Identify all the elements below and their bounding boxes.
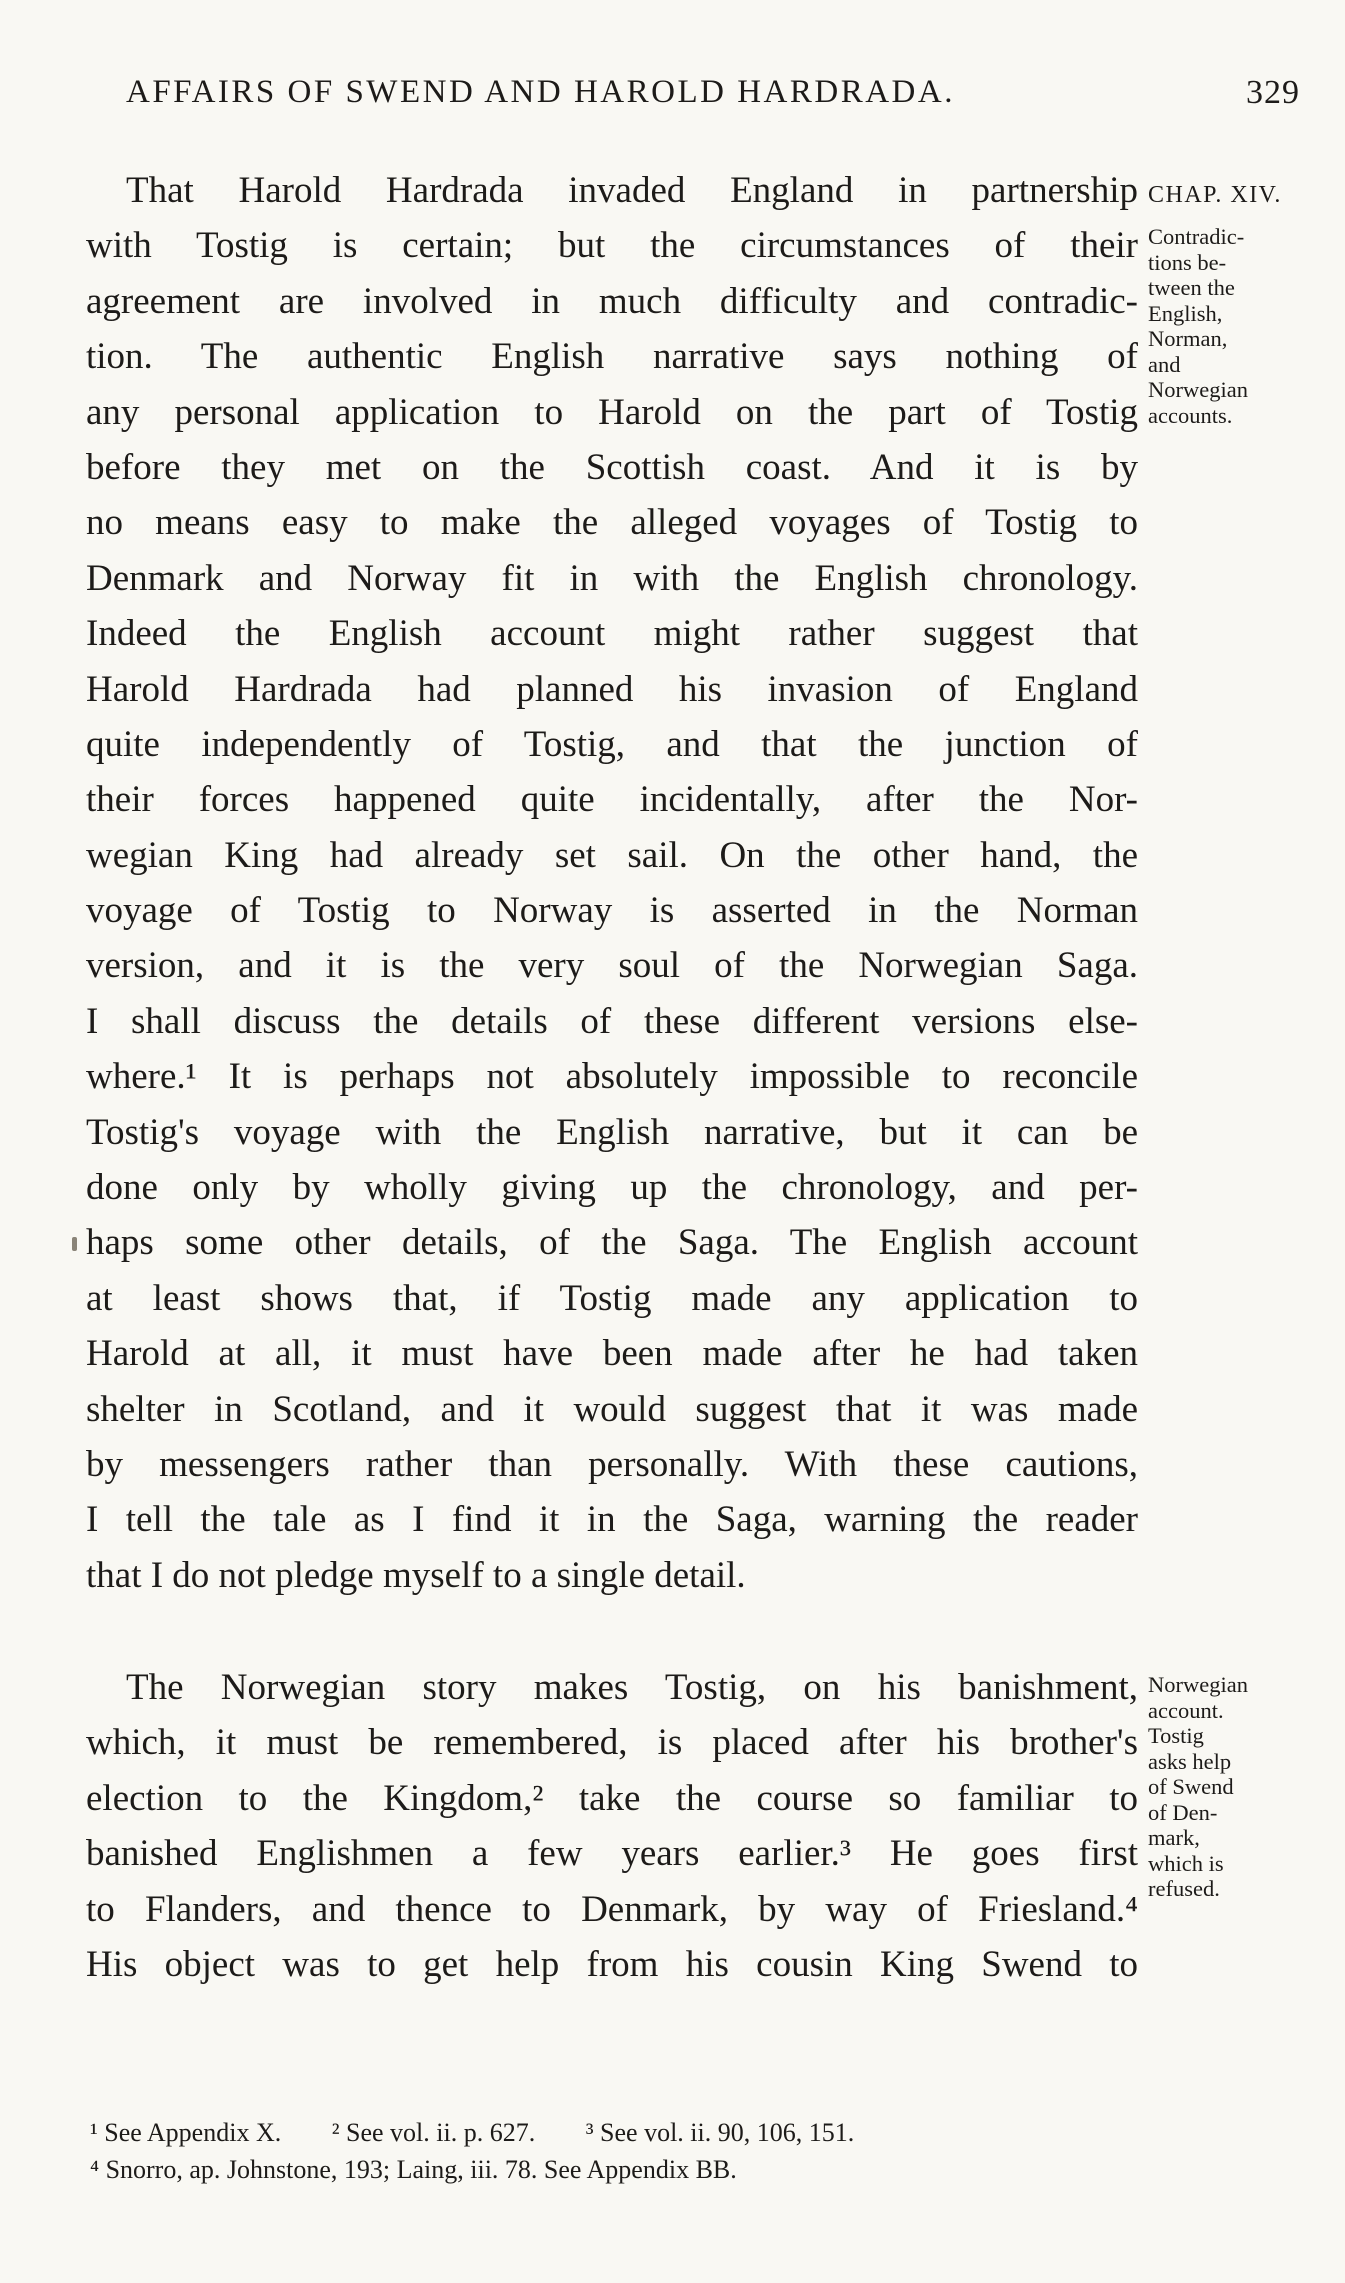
text-line: Tostig's voyage with the English narrative, but it can be [86, 1111, 1138, 1153]
margin-notes-1 [1148, 166, 1338, 428]
margin-note-line: refused. [1148, 1876, 1220, 1901]
text-line: which, it must be remembered, is placed after his brother's [86, 1722, 1138, 1764]
footnotes [90, 2114, 1140, 2188]
text-line: to Flanders, and thence to Denmark, by way of Friesland.⁴ [86, 1888, 1138, 1930]
margin-note-line: Norwegian [1148, 377, 1248, 402]
text-line: I tell the tale as I find it in the Saga, warning the reader [86, 1499, 1138, 1541]
text-line: version, and it is the very soul of the Norwegian Saga. [86, 945, 1138, 987]
margin-note-line: accounts. [1148, 402, 1233, 428]
text-line: tion. The authentic English narrative says nothing of [86, 336, 1138, 378]
page-header [126, 74, 1300, 124]
text-line: voyage of Tostig to Norway is asserted in the Norman [86, 890, 1138, 932]
paragraph-1 [86, 163, 1138, 1603]
text-line: I shall discuss the details of these different versions else- [86, 1000, 1138, 1042]
margin-note-line: asks help [1148, 1748, 1232, 1774]
margin-note-line: of Den- [1148, 1799, 1218, 1825]
footnote-3: ³ See vol. ii. 90, 106, 151. [585, 2118, 855, 2147]
margin-note-line: Norwegian [1148, 1672, 1248, 1697]
margin-note-line: and [1148, 351, 1181, 377]
text-line: haps some other details, of the Saga. The English account [86, 1222, 1138, 1264]
text-line: no means easy to make the alleged voyages of Tostig to [86, 502, 1138, 544]
text-line: Harold at all, it must have been made after he had taken [86, 1333, 1138, 1375]
text-line: Harold Hardrada had planned his invasion of England [86, 668, 1138, 710]
text-line: That Harold Hardrada invaded England in partnership [126, 170, 1138, 211]
text-line: Denmark and Norway fit in with the English chronology. [86, 557, 1138, 599]
print-speck [72, 1237, 77, 1251]
text-line: banished Englishmen a few years earlier.³ He goes first [86, 1833, 1138, 1875]
text-line: where.¹ It is perhaps not absolutely impossible to reconcile [86, 1056, 1138, 1098]
text-line: wegian King had already set sail. On the other hand, the [86, 834, 1138, 876]
footnote-row [90, 2114, 1140, 2151]
text-line: that I do not pledge myself to a single detail. [86, 1554, 746, 1596]
text-line: shelter in Scotland, and it would suggest that it was made [86, 1388, 1138, 1430]
text-line: with Tostig is certain; but the circumstances of their [86, 225, 1138, 267]
chapter-label: CHAP. XIV. [1148, 182, 1282, 208]
margin-note-line: mark, [1148, 1825, 1200, 1850]
text-line: any personal application to Harold on the part of Tostig [86, 391, 1138, 433]
text-line: The Norwegian story makes Tostig, on his banishment, [126, 1667, 1138, 1708]
text-line: His object was to get help from his cousin King Swend to [86, 1943, 1138, 1985]
page-number: 329 [1246, 74, 1300, 111]
margin-note-line: English, [1148, 300, 1223, 326]
text-line: before they met on the Scottish coast. And it is by [86, 446, 1138, 488]
text-line: their forces happened quite incidentally, after the Nor- [86, 779, 1138, 821]
running-head: AFFAIRS OF SWEND AND HAROLD HARDRADA. [126, 74, 955, 110]
text-line: quite independently of Tostig, and that the junction of [86, 723, 1138, 765]
text-line: election to the Kingdom,² take the course so familiar to [86, 1777, 1138, 1819]
margin-note-line: which is [1148, 1850, 1224, 1876]
margin-note-line: tween the [1148, 275, 1235, 300]
text-line: by messengers rather than personally. With these cautions, [86, 1443, 1138, 1485]
text-line: at least shows that, if Tostig made any application to [86, 1277, 1138, 1319]
footnote-row [90, 2151, 1140, 2188]
margin-notes-2 [1148, 1672, 1338, 1902]
margin-note-line: Norman, [1148, 326, 1228, 351]
text-line: agreement are involved in much difficulty and contradic- [86, 280, 1138, 322]
footnote-1: ¹ See Appendix X. [90, 2118, 282, 2147]
footnote-2: ² See vol. ii. p. 627. [331, 2118, 536, 2147]
margin-note-line: tions be- [1148, 249, 1227, 275]
text-line: done only by wholly giving up the chronology, and per- [86, 1167, 1138, 1209]
margin-note-line: of Swend [1148, 1774, 1234, 1799]
margin-note-line: account. [1148, 1697, 1224, 1723]
footnote-4: ⁴ Snorro, ap. Johnstone, 193; Laing, iii. 78. See Appendix BB. [90, 2155, 737, 2184]
margin-note-line: Contradic- [1148, 224, 1245, 249]
text-line: Indeed the English account might rather suggest that [86, 613, 1138, 655]
paragraph-2 [86, 1660, 1138, 1992]
margin-note-line: Tostig [1148, 1723, 1204, 1748]
